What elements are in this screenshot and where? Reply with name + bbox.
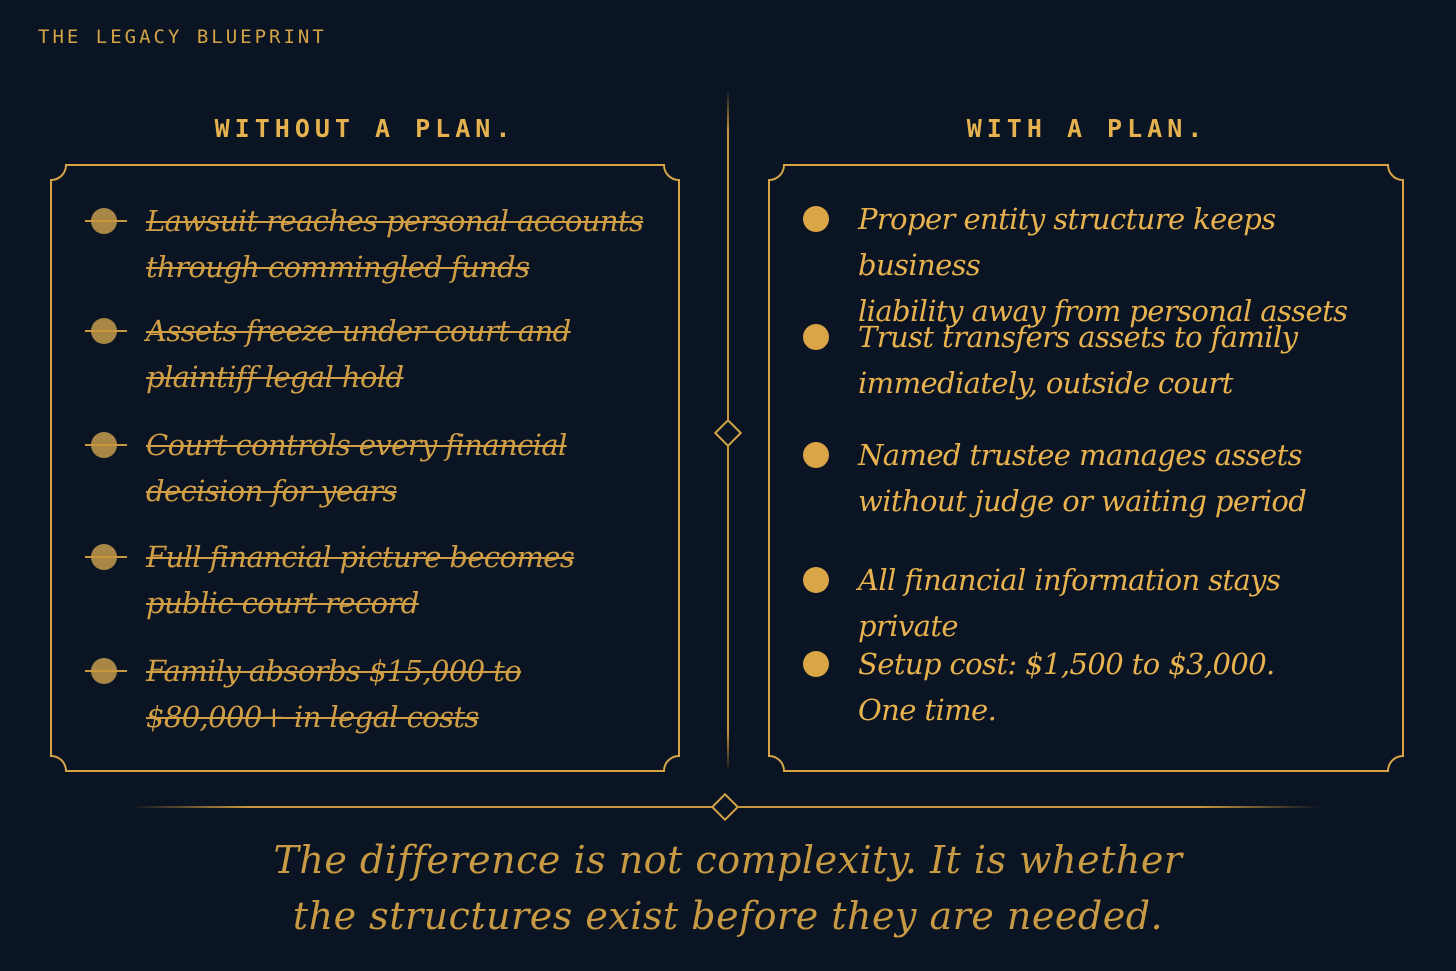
list-item [146, 648, 660, 740]
without-plan-title: WITHOUT A PLAN. [214, 114, 516, 143]
bullet-icon [91, 544, 117, 570]
list-item [858, 432, 1384, 524]
item-line: Setup cost: $1,500 to $3,000. [858, 647, 1275, 681]
bullet-icon [803, 651, 829, 677]
closing-statement-line-1: The difference is not complexity. It is whether [273, 838, 1183, 882]
with-plan-title: WITH A PLAN. [966, 114, 1208, 143]
item-line: public court record [146, 586, 419, 620]
bullet-icon [91, 658, 117, 684]
item-line: One time. [858, 693, 997, 727]
list-item [858, 314, 1384, 406]
closing-statement-line-2: the structures exist before they are needed. [292, 894, 1164, 938]
item-line: plaintiff legal hold [146, 360, 404, 394]
item-line: Court controls every financial [146, 428, 567, 462]
brand-label: THE LEGACY BLUEPRINT [38, 26, 327, 48]
list-item [858, 641, 1384, 733]
bottom-diamond-ornament [711, 793, 739, 821]
bullet-icon [91, 318, 117, 344]
list-item [858, 557, 1384, 649]
item-line: through commingled funds [146, 250, 530, 284]
without-plan-panel [50, 164, 680, 772]
item-line: Lawsuit reaches personal accounts [146, 204, 644, 238]
item-line: immediately, outside court [858, 366, 1233, 400]
item-line: All financial information stays private [858, 563, 1281, 643]
item-line: Trust transfers assets to family [858, 320, 1298, 354]
bullet-icon [91, 208, 117, 234]
item-line: decision for years [146, 474, 397, 508]
item-line: Assets freeze under court and [146, 314, 571, 348]
item-line: Proper entity structure keeps business [858, 202, 1276, 282]
bullet-icon [91, 432, 117, 458]
item-line: $80,000+ in legal costs [146, 700, 479, 734]
bullet-icon [803, 567, 829, 593]
list-item [146, 534, 660, 626]
item-line: Named trustee manages assets [858, 438, 1302, 472]
item-line: Family absorbs $15,000 to [146, 654, 522, 688]
bullet-icon [803, 324, 829, 350]
item-line: Full financial picture becomes [146, 540, 575, 574]
list-item [146, 198, 660, 290]
center-diamond-ornament [714, 419, 742, 447]
bullet-icon [803, 442, 829, 468]
item-line: without judge or waiting period [858, 484, 1307, 518]
list-item [146, 422, 660, 514]
item-line: liability away from personal assets [858, 294, 1348, 328]
list-item [146, 308, 660, 400]
with-plan-panel [768, 164, 1404, 772]
bullet-icon [803, 206, 829, 232]
